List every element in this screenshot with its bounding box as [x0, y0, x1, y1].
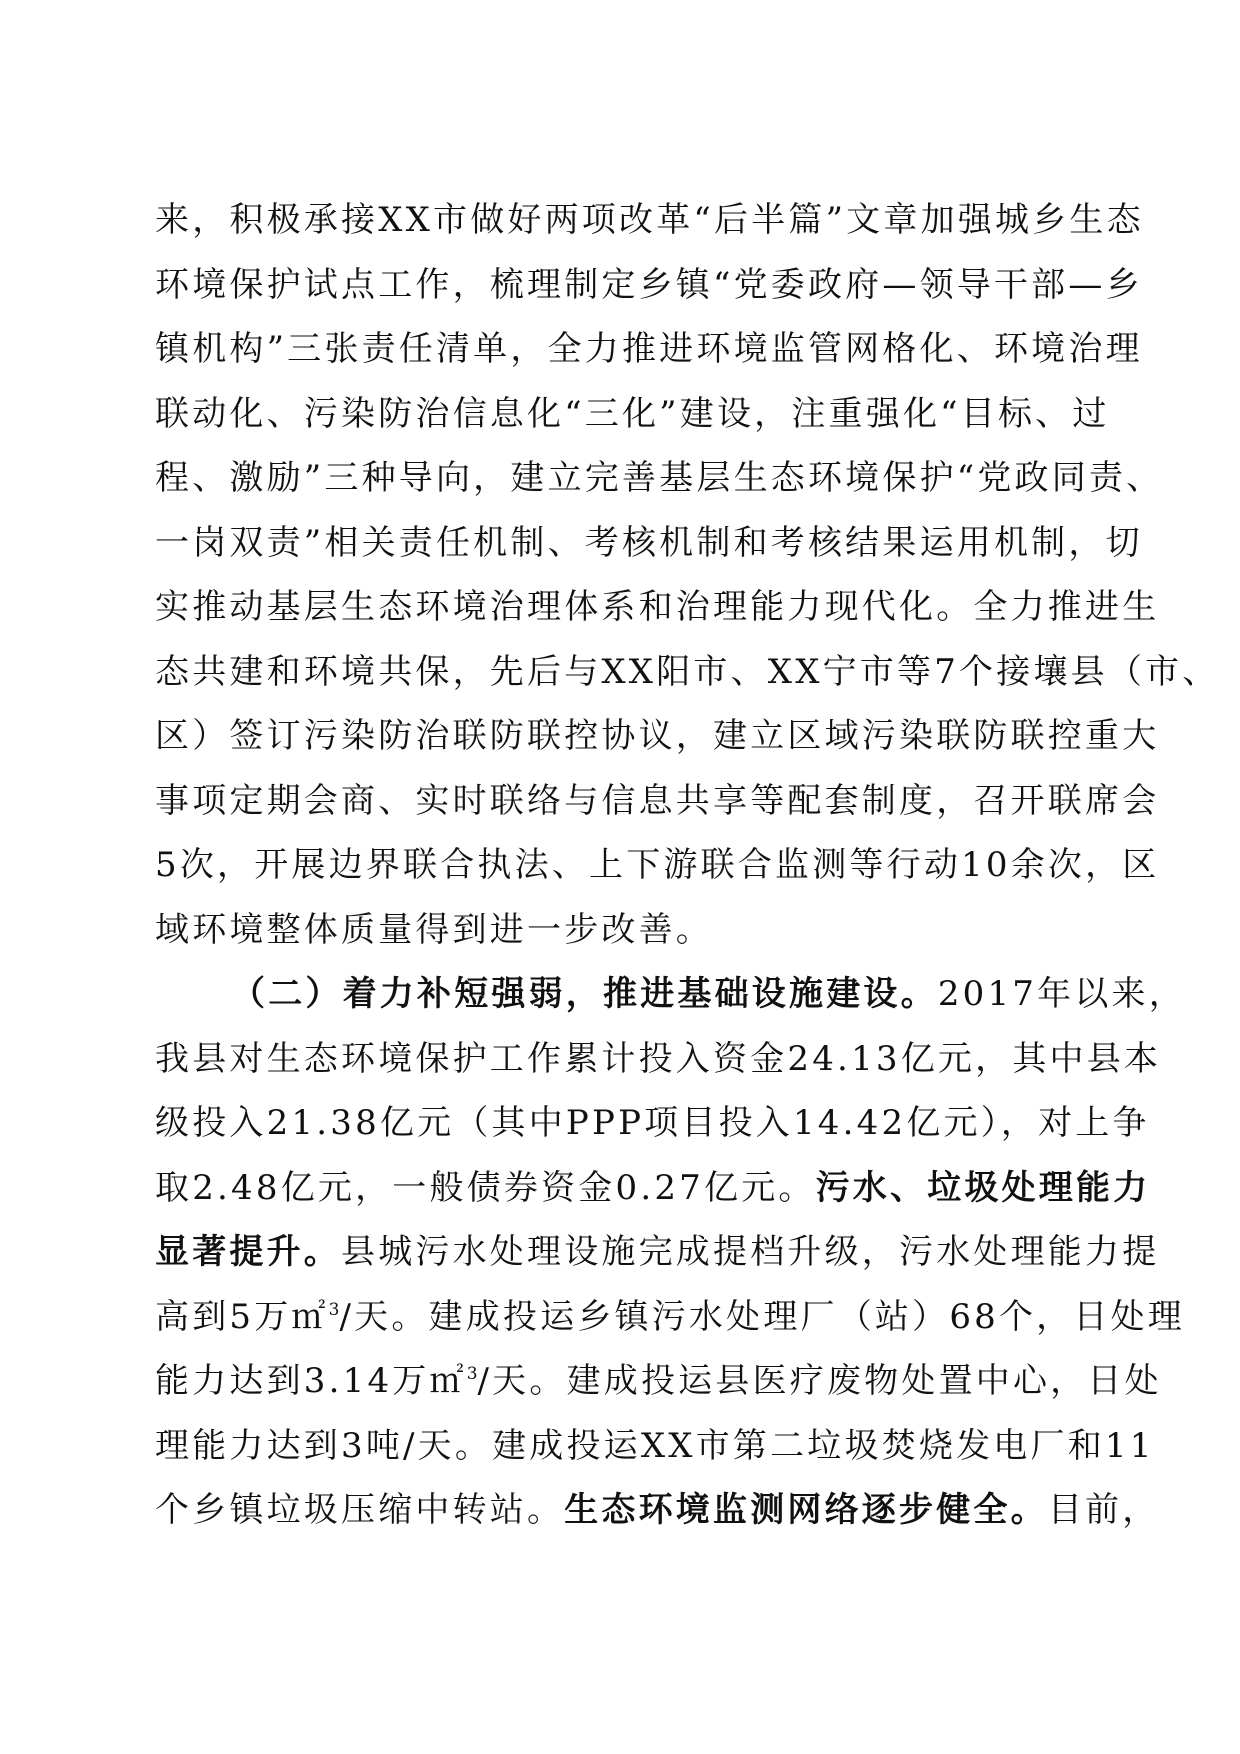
text-run: 理能力达到3吨/天。建成投运XX市第二垃圾焚烧发电厂和11: [155, 1425, 1155, 1466]
text-run: 县城污水处理设施完成提档升级，污水处理能力提: [341, 1232, 1160, 1272]
text-line: [155, 575, 1160, 640]
superscript: 3: [466, 1364, 478, 1384]
text-line: [155, 188, 1144, 253]
text-line: [155, 1220, 1160, 1285]
superscript: 3: [328, 1299, 340, 1320]
text-line: [155, 1285, 1185, 1350]
text-run: 2017年以来，: [937, 974, 1186, 1014]
text-line: [155, 769, 1160, 834]
text-run: 级投入21.38亿元（其中PPP项目投入14.42亿元），对上争: [155, 1103, 1150, 1143]
body-text: [155, 188, 1220, 1543]
text-run: 取2.48亿元，一般债券资金0.27亿元。: [155, 1167, 816, 1208]
text-run: 来，积极承接XX市做好两项改革“后半篇”文章加强城乡生态: [155, 200, 1144, 240]
text-run: 5次，开展边界联合执法、上下游联合监测等行动10余次，区: [155, 845, 1160, 885]
text-run: 高到5万㎡: [155, 1296, 329, 1337]
text-line: [155, 640, 1220, 705]
text-line: [155, 704, 1160, 769]
text-line: [155, 1027, 1162, 1092]
text-run: /天。建成投运县医疗废物处置中心，日处: [477, 1361, 1162, 1401]
text-line: [155, 317, 1143, 382]
text-run: 域环境整体质量得到进一步改善。: [155, 909, 713, 950]
text-run: 目前，: [1047, 1490, 1160, 1530]
bold-highlight: 显著提升。: [155, 1232, 341, 1272]
text-line: [155, 1414, 1155, 1479]
bold-highlight: 污水、垃圾处理能力: [815, 1167, 1151, 1208]
text-run: 一岗双责”相关责任机制、考核机制和考核结果运用机制，切: [155, 522, 1143, 563]
text-line: [155, 253, 1143, 318]
text-run: 事项定期会商、实时联络与信息共享等配套制度，召开联席会: [155, 780, 1160, 821]
section-heading: （二）着力补短强弱，推进基础设施建设。: [231, 974, 938, 1014]
text-run: 环境保护试点工作，梳理制定乡镇“党委政府—领导干部—乡: [155, 264, 1143, 305]
text-line: [155, 898, 1087, 963]
text-run: 实推动基层生态环境治理体系和治理能力现代化。全力推进生: [155, 587, 1160, 627]
text-line: [155, 833, 1160, 898]
text-line: [155, 382, 1110, 447]
text-run: 镇机构”三张责任清单，全力推进环境监管网格化、环境治理: [155, 329, 1143, 369]
text-line: [155, 511, 1143, 576]
text-run: 程、激励”三种导向，建立完善基层生态环境保护“党政同责、: [155, 458, 1164, 498]
text-run: 区）签订污染防治联防联控协议，建立区域污染联防联控重大: [155, 716, 1160, 756]
text-line: [155, 1349, 1162, 1414]
bold-highlight: 生态环境监测网络逐步健全。: [564, 1490, 1048, 1530]
text-line: [155, 446, 1164, 511]
text-run: 能力达到3.14万㎡: [155, 1361, 467, 1401]
text-run: 态共建和环境共保，先后与XX阳市、XX宁市等7个接壤县（市、: [155, 651, 1220, 692]
text-run: 我县对生态环境保护工作累计投入资金24.13亿元，其中县本: [155, 1038, 1162, 1079]
text-line: [155, 1156, 1151, 1221]
text-line: [155, 1478, 1160, 1543]
section-heading-line: [155, 962, 1186, 1027]
text-run: 联动化、污染防治信息化“三化”建设，注重强化“目标、过: [155, 393, 1110, 434]
text-line: [155, 1091, 1150, 1156]
text-run: /天。建成投运乡镇污水处理厂（站）68个，日处理: [339, 1296, 1185, 1337]
text-run: 个乡镇垃圾压缩中转站。: [155, 1490, 565, 1530]
